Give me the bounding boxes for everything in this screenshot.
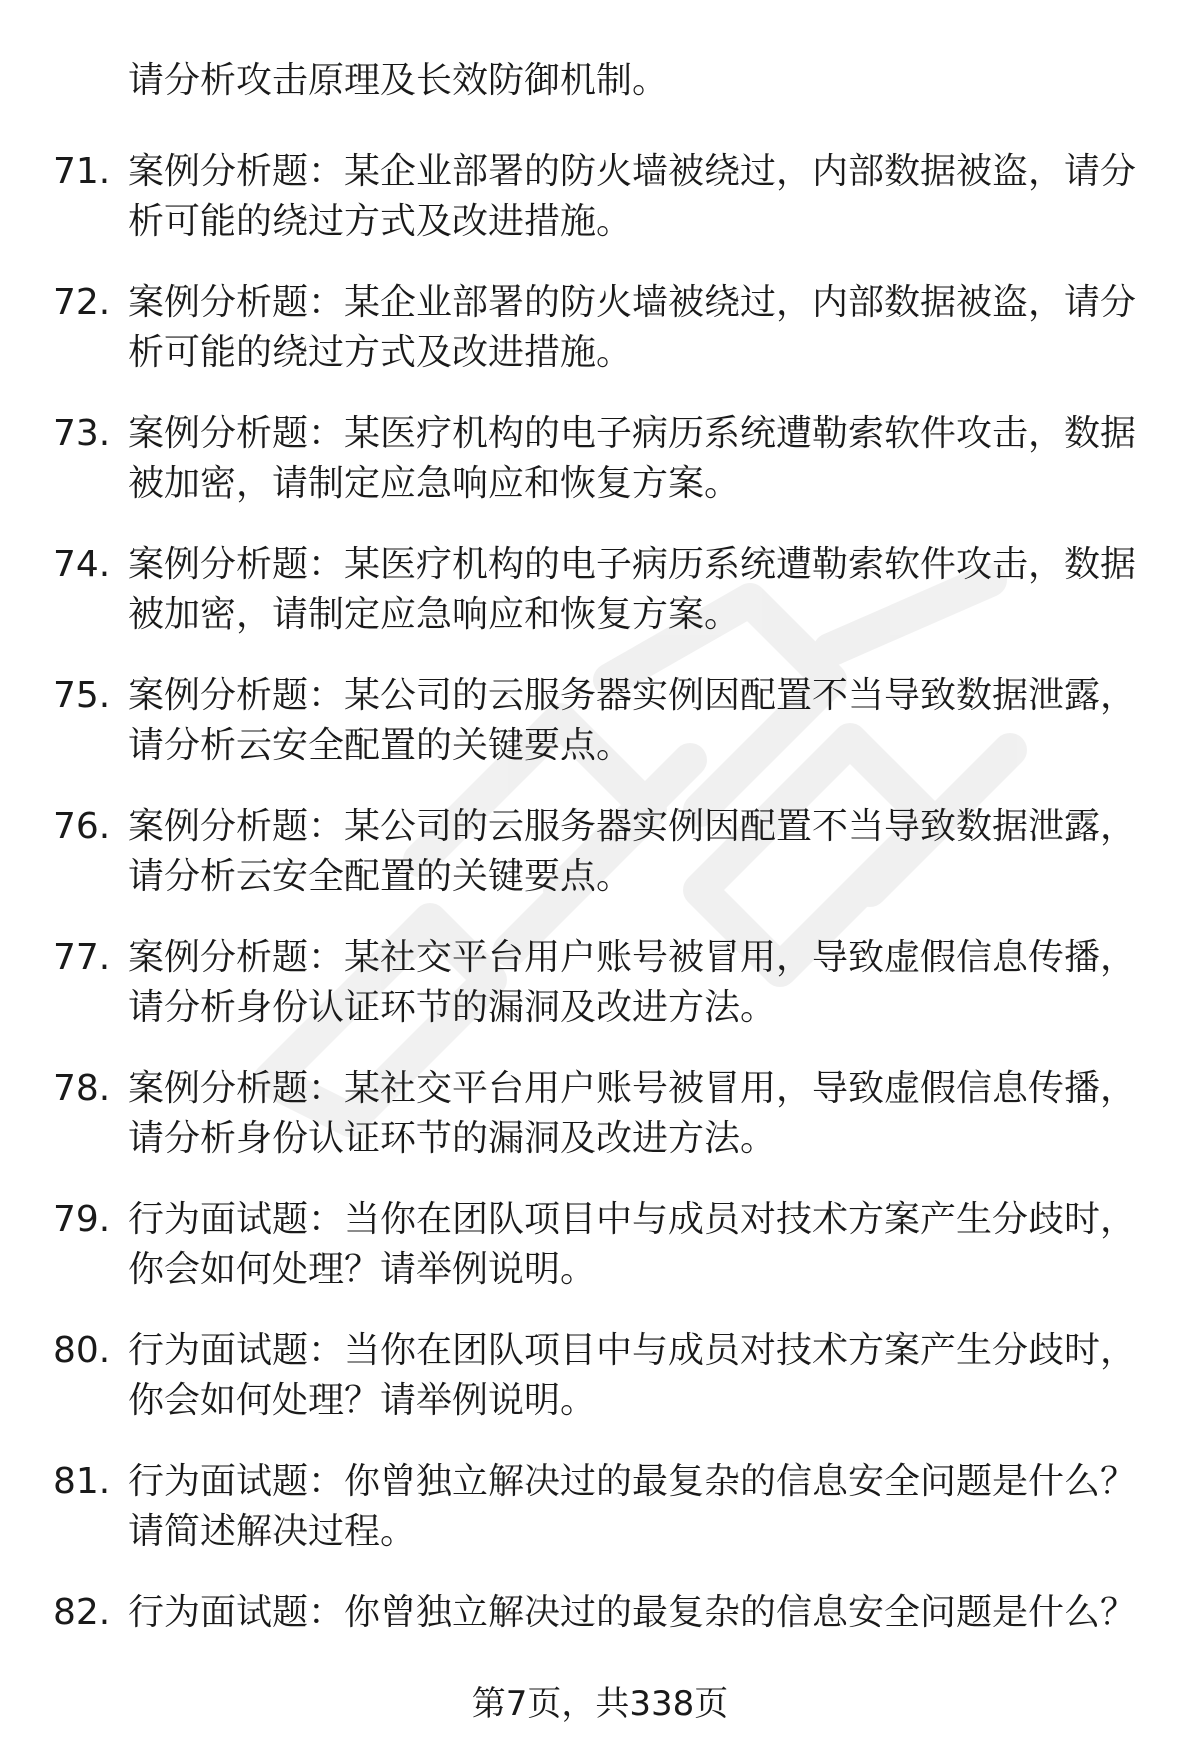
question-line: 请分析身份认证环节的漏洞及改进方法。 xyxy=(128,987,777,1028)
question-item xyxy=(0,1317,1200,1448)
question-line: 析可能的绕过方式及改进措施。 xyxy=(128,201,633,242)
question-item xyxy=(0,1055,1200,1186)
question-item xyxy=(0,924,1200,1055)
question-text xyxy=(128,540,1138,640)
question-line: 析可能的绕过方式及改进措施。 xyxy=(128,332,633,373)
question-line: 案例分析题：某企业部署的防火墙被绕过，内部数据被盗，请分 xyxy=(128,151,1137,192)
question-item xyxy=(0,400,1200,531)
question-number: 73. xyxy=(53,413,111,454)
question-number: 80. xyxy=(53,1330,111,1371)
question-item xyxy=(0,269,1200,400)
question-text xyxy=(128,671,1138,771)
question-line: 请简述解决过程。 xyxy=(128,1511,417,1552)
question-text xyxy=(128,1195,1138,1295)
question-item xyxy=(0,531,1200,662)
question-text xyxy=(128,1064,1138,1164)
question-line: 被加密，请制定应急响应和恢复方案。 xyxy=(128,463,741,504)
question-line: 被加密，请制定应急响应和恢复方案。 xyxy=(128,594,741,635)
question-list xyxy=(0,138,1200,1710)
question-line: 案例分析题：某公司的云服务器实例因配置不当导致数据泄露， xyxy=(128,675,1137,716)
page-footer: 第7页，共338页 xyxy=(471,1684,729,1724)
question-number: 75. xyxy=(53,675,111,716)
question-text xyxy=(128,1588,1138,1638)
question-item xyxy=(0,793,1200,924)
question-number: 71. xyxy=(53,151,111,192)
question-text xyxy=(128,1457,1138,1557)
question-line: 案例分析题：某医疗机构的电子病历系统遭勒索软件攻击，数据 xyxy=(128,413,1137,454)
question-text xyxy=(128,802,1138,902)
question-line: 案例分析题：某医疗机构的电子病历系统遭勒索软件攻击，数据 xyxy=(128,544,1137,585)
question-item xyxy=(0,1186,1200,1317)
question-number: 78. xyxy=(53,1068,111,1109)
question-text xyxy=(128,147,1138,247)
question-number: 77. xyxy=(53,937,111,978)
question-line: 行为面试题：当你在团队项目中与成员对技术方案产生分歧时， xyxy=(128,1330,1137,1371)
question-line: 案例分析题：某企业部署的防火墙被绕过，内部数据被盗，请分 xyxy=(128,282,1137,323)
question-text xyxy=(128,933,1138,1033)
continuation-text: 请分析攻击原理及长效防御机制。 xyxy=(128,60,669,101)
question-line: 案例分析题：某社交平台用户账号被冒用，导致虚假信息传播， xyxy=(128,1068,1137,1109)
question-number: 74. xyxy=(53,544,111,585)
question-line: 你会如何处理？请举例说明。 xyxy=(128,1249,597,1290)
question-line: 请分析云安全配置的关键要点。 xyxy=(128,856,633,897)
question-number: 76. xyxy=(53,806,111,847)
question-line: 你会如何处理？请举例说明。 xyxy=(128,1380,597,1421)
question-number: 82. xyxy=(53,1592,111,1633)
question-item xyxy=(0,138,1200,269)
question-number: 81. xyxy=(53,1461,111,1502)
question-line: 请分析云安全配置的关键要点。 xyxy=(128,725,633,766)
question-number: 72. xyxy=(53,282,111,323)
question-number: 79. xyxy=(53,1199,111,1240)
question-text xyxy=(128,409,1138,509)
question-line: 请分析身份认证环节的漏洞及改进方法。 xyxy=(128,1118,777,1159)
question-line: 案例分析题：某公司的云服务器实例因配置不当导致数据泄露， xyxy=(128,806,1137,847)
question-line: 行为面试题：你曾独立解决过的最复杂的信息安全问题是什么？ xyxy=(128,1592,1137,1633)
question-item xyxy=(0,1448,1200,1579)
question-line: 行为面试题：你曾独立解决过的最复杂的信息安全问题是什么？ xyxy=(128,1461,1137,1502)
question-line: 案例分析题：某社交平台用户账号被冒用，导致虚假信息传播， xyxy=(128,937,1137,978)
question-line: 行为面试题：当你在团队项目中与成员对技术方案产生分歧时， xyxy=(128,1199,1137,1240)
question-text xyxy=(128,1326,1138,1426)
question-text xyxy=(128,278,1138,378)
question-item xyxy=(0,662,1200,793)
